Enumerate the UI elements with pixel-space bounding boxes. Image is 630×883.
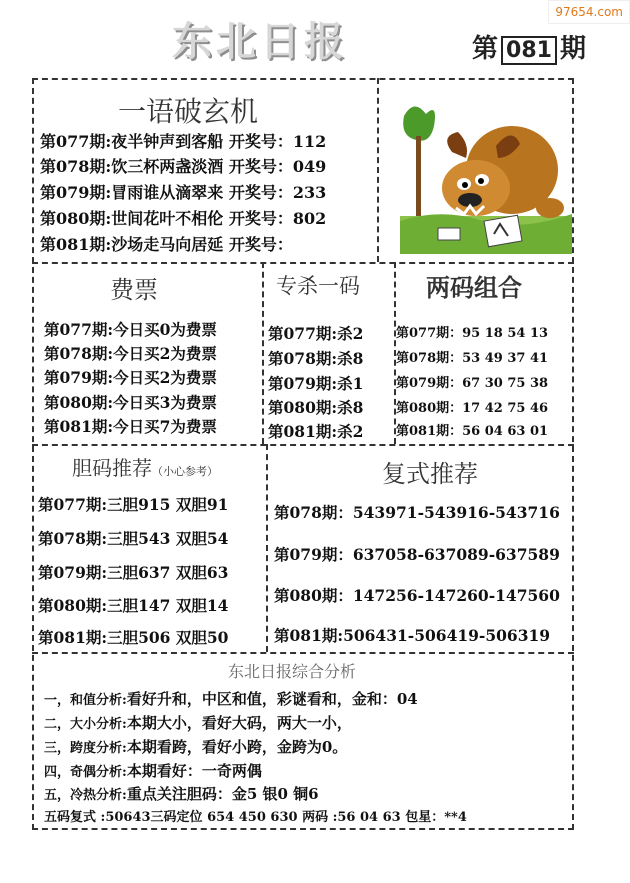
dan-ma-note: （小心参考） (152, 465, 218, 478)
two-combo-row: 第079期：67 30 75 38 (396, 376, 549, 391)
divider (262, 262, 264, 444)
newspaper-logo: 东北日报 (172, 19, 348, 65)
kill-one-title: 专杀一码 (276, 274, 360, 298)
two-combo-row: 第078期：53 49 37 41 (396, 351, 549, 366)
fei-piao-row: 第080期:今日买3为费票 (44, 393, 217, 412)
divider (266, 444, 268, 652)
fei-piao-row: 第078期:今日买2为费票 (44, 344, 217, 363)
kill-one-row: 第077期:杀2 (268, 324, 364, 343)
kill-one-row: 第079期:杀1 (268, 374, 364, 393)
analysis-text: 重点关注胆码：金5 银0 铜6 (126, 785, 319, 803)
riddle-row: 第079期:冒雨谁从滴翠来 开奖号：233 (40, 183, 327, 202)
fei-piao-row: 第079期:今日买2为费票 (44, 368, 217, 387)
fu-shi-title: 复式推荐 (382, 460, 478, 488)
two-combo-row: 第080期：17 42 75 46 (396, 401, 549, 416)
analysis-label: 五，冷热分析: (44, 788, 127, 803)
analysis-label: 三，跨度分析: (44, 741, 127, 756)
analysis-row (44, 736, 347, 757)
analysis-text: 本期大小，看好大码，两大一小， (126, 714, 352, 732)
dan-ma-row: 第080期:三胆147 双胆14 (38, 596, 229, 615)
analysis-title: 东北日报综合分析 (228, 662, 357, 681)
riddle-row: 第080期:世间花叶不相伦 开奖号：802 (40, 209, 327, 228)
issue-number-box: 081 (501, 36, 557, 65)
fu-shi-row: 第080期：147256-147260-147560 (274, 586, 560, 605)
riddle-row: 第078期:饮三杯两盏淡酒 开奖号：049 (40, 157, 327, 176)
dan-ma-row: 第079期:三胆637 双胆63 (38, 563, 229, 582)
two-combo-title: 两码组合 (426, 274, 522, 302)
fei-piao-row: 第077期:今日买0为费票 (44, 320, 217, 339)
fu-shi-row: 第078期：543971-543916-543716 (274, 503, 560, 522)
divider (32, 652, 574, 654)
analysis-text: 本期看跨，看好小跨，金跨为0。 (126, 738, 348, 756)
issue-number (472, 28, 586, 65)
analysis-row (44, 688, 418, 709)
analysis-text: 本期看好：一奇两偶 (126, 762, 262, 780)
dan-ma-row: 第077期:三胆915 双胆91 (38, 495, 229, 514)
fei-piao-row: 第081期:今日买7为费票 (44, 417, 217, 436)
analysis-final-row: 五码复式 :50643三码定位 654 450 630 两码 :56 04 63 包星：**4 (44, 810, 467, 825)
analysis-row (44, 760, 262, 781)
dan-ma-title (72, 452, 218, 481)
issue-prefix: 第 (472, 34, 499, 64)
two-combo-row: 第077期：95 18 54 13 (396, 326, 549, 341)
kill-one-row: 第078期:杀8 (268, 349, 364, 368)
divider (32, 444, 574, 446)
analysis-row (44, 783, 319, 804)
riddle-title: 一语破玄机 (118, 95, 259, 128)
fu-shi-row: 第081期:506431-506419-506319 (274, 626, 551, 645)
analysis-label: 一，和值分析: (44, 693, 127, 708)
analysis-text: 看好升和，中区和值，彩谜看和，金和：04 (126, 690, 418, 708)
fu-shi-row: 第079期：637058-637089-637589 (274, 545, 560, 564)
site-watermark: 97654.com (548, 0, 630, 24)
riddle-row: 第077期:夜半钟声到客船 开奖号：112 (40, 132, 327, 151)
kill-one-row: 第080期:杀8 (268, 398, 364, 417)
issue-suffix: 期 (559, 34, 586, 64)
riddle-row: 第081期:沙场走马向居延 开奖号： (40, 235, 293, 254)
dog-cartoon-icon (400, 96, 572, 254)
kill-one-row: 第081期:杀2 (268, 422, 364, 441)
fei-piao-title: 费票 (110, 276, 158, 304)
divider (32, 262, 574, 264)
analysis-label: 四，奇偶分析: (44, 765, 127, 780)
analysis-row (44, 712, 352, 733)
two-combo-row: 第081期：56 04 63 01 (396, 424, 549, 439)
dan-ma-row: 第081期:三胆506 双胆50 (38, 628, 229, 647)
divider (377, 78, 379, 262)
dan-ma-title-text: 胆码推荐 (72, 456, 152, 480)
dan-ma-row: 第078期:三胆543 双胆54 (38, 529, 229, 548)
analysis-label: 二，大小分析: (44, 717, 127, 732)
